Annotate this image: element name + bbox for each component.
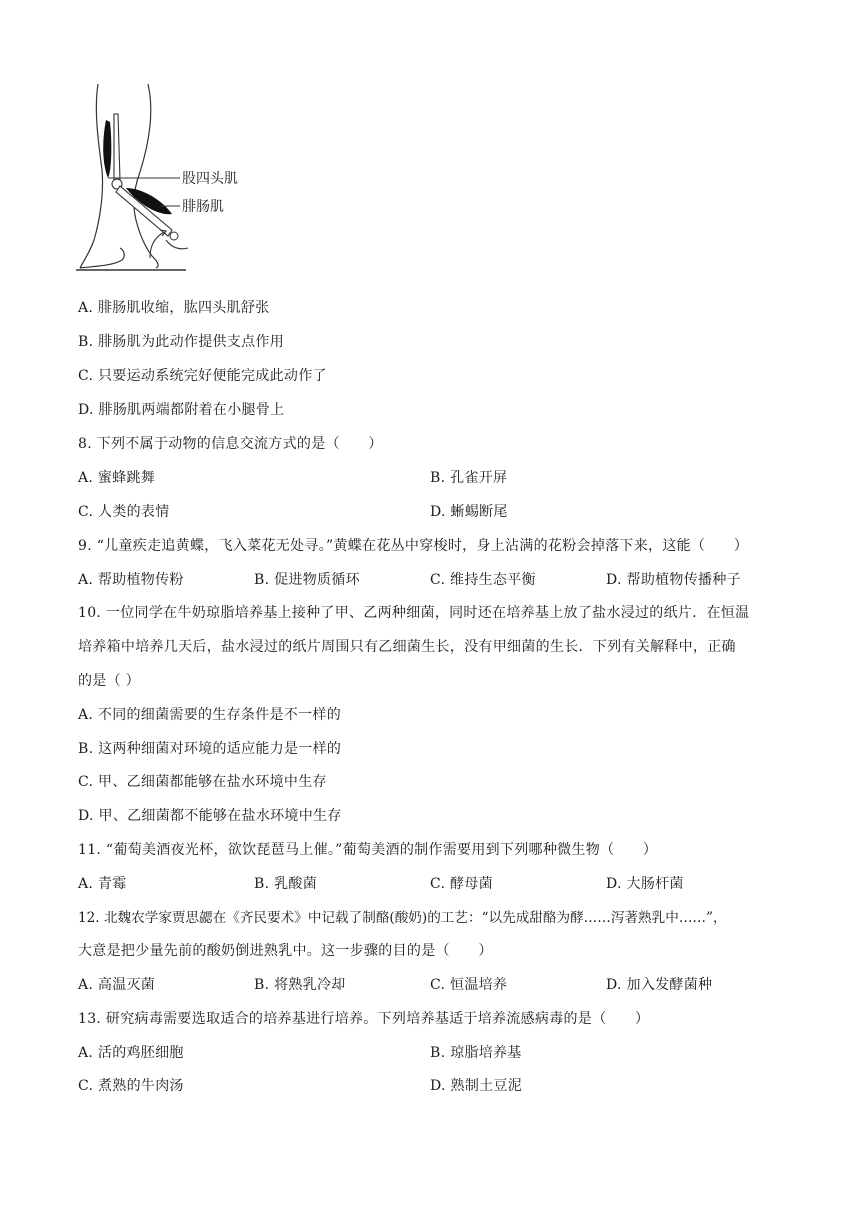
label-quadriceps: 股四头肌 xyxy=(182,171,238,187)
q7-option-c: C. 只要运动系统完好便能完成此动作了 xyxy=(78,368,327,384)
ankle-joint xyxy=(170,232,178,240)
femur-bone xyxy=(114,114,120,180)
q12-stem-line1: 12. 北魏农学家贾思勰在《齐民要术》中记载了制酪(酸奶)的工艺：“以先成甜酪为酵……泻著熟乳中……”， xyxy=(78,910,727,926)
q13-option-c: C. 煮熟的牛肉汤 xyxy=(78,1078,184,1094)
q10-option-b: B. 这两种细菌对环境的适应能力是一样的 xyxy=(78,741,342,757)
q11-option-b: B. 乳酸菌 xyxy=(254,876,317,892)
q8-option-b: B. 孔雀开屏 xyxy=(430,470,508,486)
q13-stem: 13. 研究病毒需要选取适合的培养基进行培养。下列培养基适于培养流感病毒的是（ ） xyxy=(78,1011,650,1027)
foot-outline xyxy=(80,248,124,268)
q12-option-d: D. 加入发酵菌种 xyxy=(606,977,713,993)
q12-option-a: A. 高温灭菌 xyxy=(78,977,156,993)
q7-option-d: D. 腓肠肌两端都附着在小腿骨上 xyxy=(78,402,285,418)
q10-option-c: C. 甲、乙细菌都能够在盐水环境中生存 xyxy=(78,774,327,790)
q13-option-b: B. 琼脂培养基 xyxy=(430,1045,522,1061)
q9-option-a: A. 帮助植物传粉 xyxy=(78,572,184,588)
q11-stem: 11. “葡萄美酒夜光杯，欲饮琵琶马上催。”葡萄美酒的制作需要用到下列哪种微生物（ ） xyxy=(78,842,658,858)
leg-muscle-figure xyxy=(76,80,266,276)
q8-stem: 8. 下列不属于动物的信息交流方式的是（ ） xyxy=(78,436,383,452)
leg-diagram-svg xyxy=(76,80,266,276)
q11-option-a: A. 青霉 xyxy=(78,876,127,892)
raised-foot xyxy=(166,240,188,249)
q9-stem: 9. “儿童疾走追黄蝶，飞入菜花无处寻。”黄蝶在花丛中穿梭时，身上沾满的花粉会掉落下来，这能（ ） xyxy=(78,538,749,554)
q12-option-c: C. 恒温培养 xyxy=(430,977,508,993)
q13-option-a: A. 活的鸡胚细胞 xyxy=(78,1045,184,1061)
q12-option-b: B. 将熟乳冷却 xyxy=(254,977,346,993)
q10-stem-line3: 的是（ ） xyxy=(78,673,140,689)
q10-option-d: D. 甲、乙细菌都不能够在盐水环境中生存 xyxy=(78,808,342,824)
q9-option-b: B. 促进物质循环 xyxy=(254,572,360,588)
q10-stem-line2: 培养箱中培养几天后，盐水浸过的纸片周围只有乙细菌生长，没有甲细菌的生长．下列有关解释中，正确 xyxy=(78,639,736,655)
q7-option-b: B. 腓肠肌为此动作提供支点作用 xyxy=(78,334,284,350)
q11-option-d: D. 大肠杆菌 xyxy=(606,876,684,892)
q8-option-d: D. 蜥蜴断尾 xyxy=(430,504,508,520)
q8-option-a: A. 蜜蜂跳舞 xyxy=(78,470,156,486)
q12-stem-line2: 大意是把少量先前的酸奶倒进熟乳中。这一步骤的目的是（ ） xyxy=(78,943,493,959)
q10-stem-line1: 10. 一位同学在牛奶琼脂培养基上接种了甲、乙两种细菌，同时还在培养基上放了盐水浸过的纸片．在恒温 xyxy=(78,605,750,621)
q10-option-a: A. 不同的细菌需要的生存条件是不一样的 xyxy=(78,707,342,723)
q7-option-a: A. 腓肠肌收缩，肱四头肌舒张 xyxy=(78,300,270,316)
q11-option-c: C. 酵母菌 xyxy=(430,876,493,892)
label-gastrocnemius: 腓肠肌 xyxy=(182,199,224,215)
leg-outline-back xyxy=(80,84,103,268)
q9-option-c: C. 维持生态平衡 xyxy=(430,572,536,588)
q8-option-c: C. 人类的表情 xyxy=(78,504,170,520)
quadriceps-muscle xyxy=(103,120,111,178)
q13-option-d: D. 熟制土豆泥 xyxy=(430,1078,523,1094)
q9-option-d: D. 帮助植物传播种子 xyxy=(606,572,741,588)
